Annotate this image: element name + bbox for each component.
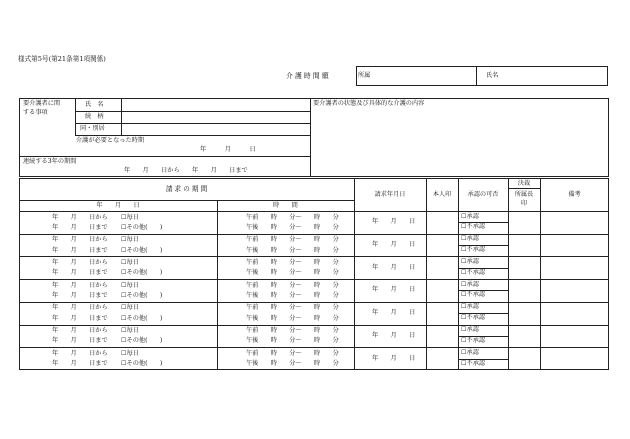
condition-field[interactable] [311,110,608,176]
date-from: 年 月 日から [52,258,108,266]
condition-label: 要介護者の状態及び具体的な介護の内容 [313,100,425,107]
other-checkbox[interactable]: ☐その他( ) [121,360,163,368]
approve-checkbox[interactable]: ☐承認 [461,303,479,311]
daily-checkbox[interactable]: ☐毎日 [121,349,139,357]
relation-label: 続 柄 [85,113,104,120]
daily-checkbox[interactable]: ☐毎日 [121,281,139,289]
other-checkbox[interactable]: ☐その他( ) [121,337,163,345]
reject-checkbox[interactable]: ☐不承認 [461,336,486,344]
period-header: 請 求 の 期 間 [165,185,208,193]
am-time: 午前 時 分～ 時 分 [246,327,339,334]
reject-checkbox[interactable]: ☐不承認 [461,223,486,231]
section-label-2: する事項 [23,109,48,116]
approve-checkbox[interactable]: ☐承認 [461,235,479,243]
request-date: 年 月 日 [372,354,416,362]
daily-checkbox[interactable]: ☐毎日 [121,327,139,334]
approve-checkbox[interactable]: ☐承認 [461,348,479,356]
decision-header: 決裁 [517,180,531,187]
daily-checkbox[interactable]: ☐毎日 [121,304,139,312]
pm-time: 午後 時 分～ 時 分 [246,291,339,299]
period-3y-value: 年 月 日から 年 月 日まで [124,167,248,174]
reject-checkbox[interactable]: ☐不承認 [461,268,486,276]
other-checkbox[interactable]: ☐その他( ) [121,246,163,254]
seal-cell[interactable] [427,212,457,233]
daily-checkbox[interactable]: ☐毎日 [121,236,139,244]
seal-cell[interactable] [427,348,457,369]
pm-time: 午後 時 分～ 時 分 [246,314,339,322]
date-to: 年 月 日まで [52,269,108,277]
am-time: 午前 時 分～ 時 分 [246,349,339,357]
approve-checkbox[interactable]: ☐承認 [461,257,479,265]
request-date: 年 月 日 [372,218,416,226]
date-from: 年 月 日から [52,327,108,334]
applicant-name-field[interactable] [477,67,607,85]
other-checkbox[interactable]: ☐その他( ) [121,269,163,277]
approve-checkbox[interactable]: ☐承認 [461,326,479,333]
affiliation-field[interactable] [357,67,476,85]
name-label: 氏名 [486,72,499,79]
pm-time: 午後 時 分～ 時 分 [246,223,339,231]
seal-cell[interactable] [427,257,457,278]
care-start-label: 介護が必要となった時期 [76,137,145,144]
date-to: 年 月 日まで [52,246,108,254]
am-time: 午前 時 分～ 時 分 [246,304,339,312]
seal-cell[interactable] [427,235,457,256]
reject-checkbox[interactable]: ☐不承認 [461,291,486,299]
other-checkbox[interactable]: ☐その他( ) [121,223,163,231]
date-from: 年 月 日から [52,213,108,221]
am-time: 午前 時 分～ 時 分 [246,258,339,266]
am-time: 午前 時 分～ 時 分 [246,281,339,289]
chief-seal-cell[interactable] [509,280,539,301]
date-to: 年 月 日まで [52,223,108,231]
relation-field[interactable] [122,112,309,122]
chief-seal-cell[interactable] [509,326,539,347]
request-date: 年 月 日 [372,241,416,249]
approve-checkbox[interactable]: ☐承認 [461,280,479,288]
dependent-name-field[interactable] [122,99,309,110]
seal-cell[interactable] [427,326,457,347]
date-from: 年 月 日から [52,349,108,357]
pm-time: 午後 時 分～ 時 分 [246,360,339,368]
chief-seal-cell[interactable] [509,348,539,369]
am-time: 午前 時 分～ 時 分 [246,213,339,221]
reject-checkbox[interactable]: ☐不承認 [461,359,486,367]
chief-seal-cell[interactable] [509,212,539,233]
care-time-title: 介 護 時 間 願 [286,72,329,80]
daily-checkbox[interactable]: ☐毎日 [121,213,139,221]
period-3y-label: 連続する3年の期間 [23,158,77,165]
date-to: 年 月 日まで [52,337,108,345]
remarks-cell[interactable] [541,348,608,369]
remarks-cell[interactable] [541,235,608,256]
request-date: 年 月 日 [372,286,416,294]
remarks-cell[interactable] [541,326,608,347]
pm-time: 午後 時 分～ 時 分 [246,337,339,345]
date-to: 年 月 日まで [52,291,108,299]
seal-cell[interactable] [427,280,457,301]
daily-checkbox[interactable]: ☐毎日 [121,258,139,266]
am-time: 午前 時 分～ 時 分 [246,236,339,244]
living-label: 同・別居 [80,125,105,132]
section-label: 要介護者に関 [23,100,61,107]
chief-seal-cell[interactable] [509,303,539,324]
pm-time: 午後 時 分～ 時 分 [246,246,339,254]
date-to: 年 月 日まで [52,360,108,368]
date-from: 年 月 日から [52,281,108,289]
time-header: 時 間 [273,202,298,209]
seal-cell[interactable] [427,303,457,324]
chief-seal-header: 印 [520,200,528,207]
reject-checkbox[interactable]: ☐不承認 [461,314,486,322]
reject-checkbox[interactable]: ☐不承認 [461,246,486,254]
remarks-cell[interactable] [541,280,608,301]
form-number: 様式第5号(第21条第1項関係) [18,55,106,63]
other-checkbox[interactable]: ☐その他( ) [121,291,163,299]
remarks-cell[interactable] [541,212,608,233]
living-field[interactable] [122,124,309,134]
date-from: 年 月 日から [52,236,108,244]
dependent-name-label: 氏 名 [85,101,104,108]
request-date: 年 月 日 [372,263,416,271]
remarks-cell[interactable] [541,303,608,324]
affiliation-label: 所属 [358,72,371,79]
request-date: 年 月 日 [372,331,416,339]
remarks-header: 備考 [568,191,581,198]
chief-seal-cell[interactable] [509,257,539,278]
pm-time: 午後 時 分～ 時 分 [246,269,339,277]
approve-checkbox[interactable]: ☐承認 [461,212,479,220]
seal-header: 本人印 [432,191,452,198]
date-header: 年 月 日 [96,202,140,209]
care-start-value: 年 月 日 [200,146,256,153]
request-date: 年 月 日 [372,309,416,317]
approval-header: 承認の可否 [467,191,499,198]
chief-seal-cell[interactable] [509,235,539,256]
remarks-cell[interactable] [541,257,608,278]
date-from: 年 月 日から [52,304,108,312]
other-checkbox[interactable]: ☐その他( ) [121,314,163,322]
chief-header: 所属長 [514,191,534,198]
date-to: 年 月 日まで [52,314,108,322]
request-date-header: 請求年月日 [374,191,406,198]
